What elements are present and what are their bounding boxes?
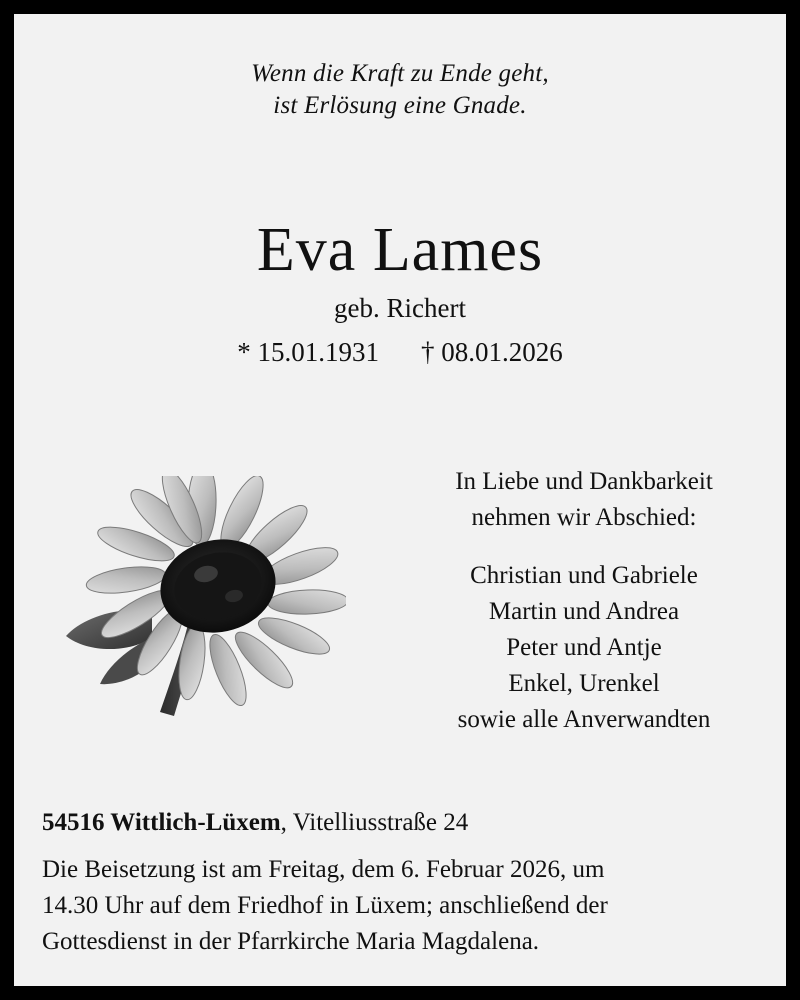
survivor-line: Martin und Andrea xyxy=(488,598,680,625)
address xyxy=(42,806,758,840)
mourning-intro xyxy=(404,464,764,536)
deceased-name: Eva Lames xyxy=(256,216,544,284)
obituary-notice xyxy=(14,14,786,986)
funeral-line-2: 14.30 Uhr auf dem Friedhof in Lüxem; anschließend der xyxy=(42,892,608,919)
mourning-intro-line-1: In Liebe und Dankbarkeit xyxy=(455,468,713,495)
life-dates xyxy=(14,332,786,372)
death-date: † 08.01.2026 xyxy=(421,337,563,367)
name-block xyxy=(14,212,786,372)
survivors-list xyxy=(404,558,764,738)
funeral-line-1: Die Beisetzung ist am Freitag, dem 6. Februar 2026, um xyxy=(42,856,605,883)
survivor-line: Enkel, Urenkel xyxy=(508,670,660,697)
address-street: , Vitelliusstraße 24 xyxy=(280,809,469,836)
address-postal-city: 54516 Wittlich-Lüxem xyxy=(42,809,281,836)
survivor-line: sowie alle Anverwandten xyxy=(457,706,711,733)
motto-line-2: ist Erlösung eine Gnade. xyxy=(273,92,527,119)
sunflower-photo xyxy=(56,476,346,736)
funeral-details xyxy=(42,852,758,960)
mourning-intro-line-2: nehmen wir Abschied: xyxy=(471,504,697,531)
survivor-line: Peter und Antje xyxy=(506,634,662,661)
maiden-name: geb. Richert xyxy=(334,293,466,323)
mourning-text xyxy=(404,464,764,738)
motto-line-1: Wenn die Kraft zu Ende geht, xyxy=(251,60,549,87)
survivor-line: Christian und Gabriele xyxy=(470,562,698,589)
motto xyxy=(14,58,786,122)
funeral-line-3: Gottesdienst in der Pfarrkirche Maria Magdalena. xyxy=(42,928,540,955)
birth-date: * 15.01.1931 xyxy=(237,337,379,367)
